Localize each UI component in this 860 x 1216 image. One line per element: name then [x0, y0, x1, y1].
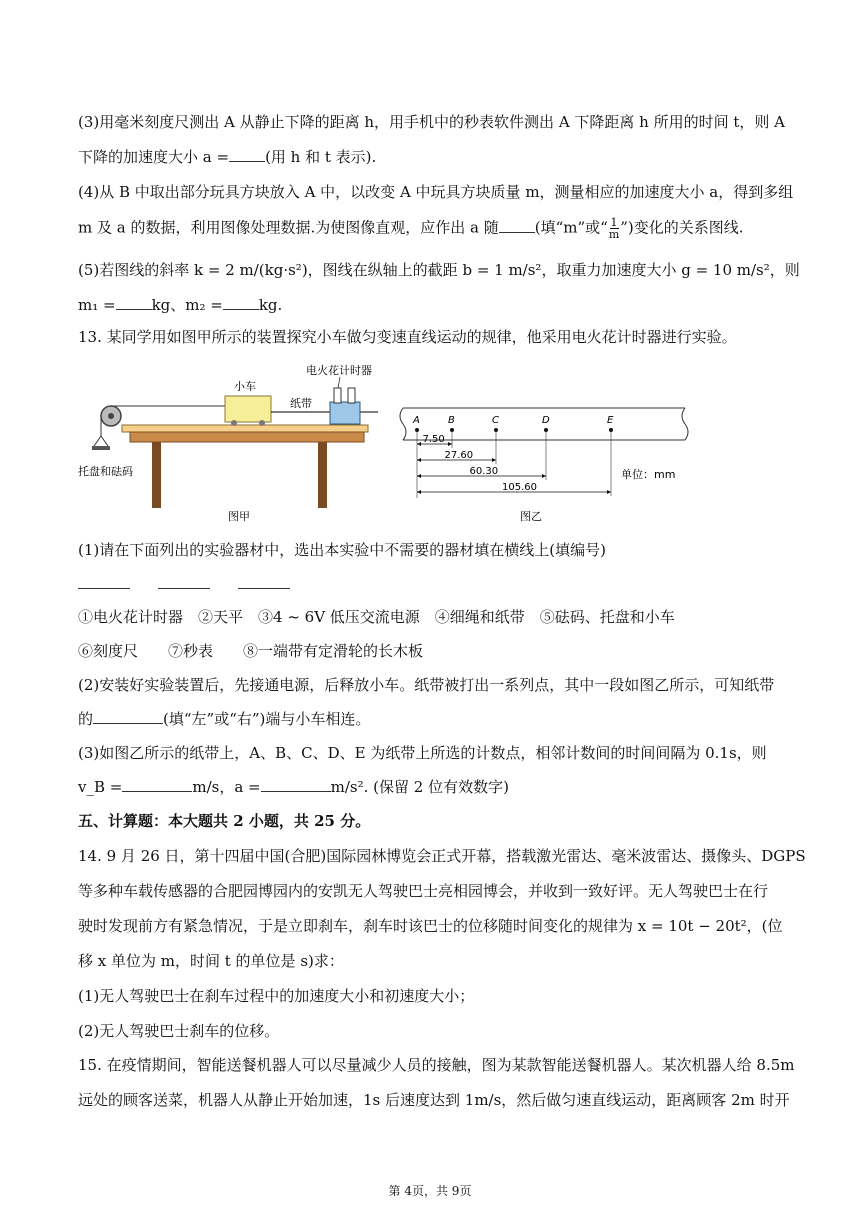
- spark-timer: [330, 402, 360, 424]
- page-footer: 第 4页，共 9页: [388, 1184, 472, 1198]
- question-13-stem: 13. 某同学用如图甲所示的装置探究小车做匀变速直线运动的规律，他采用电火花计时器进行实验。: [78, 328, 737, 346]
- q13-equipment-list-2: ⑥刻度尺 ⑦秒表 ⑧一端带有定滑轮的长木板: [78, 642, 424, 660]
- text: 下降的加速度大小 a =: [78, 148, 230, 166]
- figure-a-caption: 图甲: [228, 510, 250, 523]
- text: v_B =: [78, 778, 123, 796]
- text: (填“m”或“: [534, 218, 608, 237]
- text: m/s，a =: [192, 778, 261, 796]
- answer-blank[interactable]: [238, 574, 290, 589]
- unit-label: 单位：mm: [621, 468, 676, 481]
- tape-point-label-d: D: [542, 415, 550, 426]
- fraction-numerator: 1: [610, 216, 618, 229]
- long-board: [122, 425, 368, 432]
- dimension-label: 7.50: [422, 434, 445, 445]
- text: (用 h 和 t 表示).: [265, 148, 377, 166]
- q12-part3-line2: [78, 147, 376, 167]
- q13-part1-line: (1)请在下面列出的实验器材中，选出本实验中不需要的器材填在横线上(填编号): [78, 541, 606, 559]
- text: m 及 a 的数据，利用图像处理数据.为使图像直观，应作出 a 随: [78, 218, 499, 237]
- dimension-label: 60.30: [469, 466, 499, 477]
- q14-line4: 移 x 单位为 m，时间 t 的单位是 s)求：: [78, 952, 344, 970]
- text: ”)变化的关系图线.: [620, 218, 744, 237]
- answer-blank[interactable]: [223, 295, 259, 310]
- text: (填“左”或“右”)端与小车相连。: [163, 710, 371, 728]
- weight-tray: [92, 446, 110, 450]
- q14-line2: 等多种车载传感器的合肥园博园内的安凯无人驾驶巴士亮相园博会，并收到一致好评。无人驾驶巴士在行: [78, 882, 769, 900]
- tape-point-label-a: A: [413, 415, 420, 426]
- q12-part4-line2: [78, 217, 744, 240]
- answer-blank[interactable]: [93, 709, 163, 724]
- answer-blank[interactable]: [116, 295, 152, 310]
- q12-part3-line1: (3)用毫米刻度尺测出 A 从静止下降的距离 h，用手机中的秒表软件测出 A 下降距离 h 所用的时间 t，则 A: [78, 113, 786, 131]
- text: kg.: [258, 296, 283, 314]
- q13-part2-line1: (2)安装好实验装置后，先接通电源，后释放小车。纸带被打出一系列点，其中一段如图乙所示，可知纸带: [78, 676, 775, 694]
- q13-part3-line1: (3)如图乙所示的纸带上，A、B、C、D、E 为纸带上所选的计数点，相邻计数间的时间间隔为 0.1s，则: [78, 744, 767, 762]
- q14-line3: 驶时发现前方有紧急情况，于是立即刹车，刹车时该巴士的位移随时间变化的规律为 x = 10t − 20t²，(位: [78, 917, 783, 935]
- timer-label: 电火花计时器: [306, 364, 372, 377]
- q13-equipment-list-1: ①电火花计时器 ②天平 ③4 ~ 6V 低压交流电源 ④细绳和纸带 ⑤砝码、托盘和小车: [78, 608, 675, 626]
- dimension-label: 27.60: [444, 450, 474, 461]
- tape-label: 纸带: [290, 397, 312, 410]
- answer-blank[interactable]: [229, 147, 265, 162]
- figure-b-tape: [395, 400, 705, 528]
- q14-part2: (2)无人驾驶巴士刹车的位移。: [78, 1022, 280, 1040]
- table-leg-right: [318, 442, 327, 508]
- q12-part5-line1: (5)若图线的斜率 k = 2 m/(kg·s²)，图线在纵轴上的截距 b = 1 m/s²，取重力加速度大小 g = 10 m/s²，则: [78, 261, 800, 279]
- q13-part2-line2: [78, 709, 370, 729]
- q15-line1: 15. 在疫情期间，智能送餐机器人可以尽量减少人员的接触，图为某款智能送餐机器人。某次机器人给 8.5m: [78, 1056, 795, 1074]
- q12-part5-line2: [78, 295, 282, 315]
- q13-part3-line2: [78, 777, 509, 797]
- tape-point-b: [450, 428, 454, 432]
- tape-point-c: [494, 428, 498, 432]
- tape-point-label-e: E: [607, 415, 614, 426]
- tape-point-a: [415, 428, 419, 432]
- section-5-heading: 五、计算题：本大题共 2 小题，共 25 分。: [78, 812, 371, 830]
- q14-part1: (1)无人驾驶巴士在刹车过程中的加速度大小和初速度大小；: [78, 987, 475, 1005]
- answer-blank[interactable]: [122, 777, 192, 792]
- table-top: [130, 432, 364, 442]
- tape-point-d: [544, 428, 548, 432]
- answer-blank[interactable]: [499, 218, 535, 233]
- text: m/s². (保留 2 位有效数字): [330, 778, 509, 796]
- fraction-one-over-m: [609, 217, 619, 240]
- text: 的: [78, 710, 94, 728]
- q14-line1: 14. 9 月 26 日，第十四届中国(合肥)国际园林博览会正式开幕，搭载激光雷达、毫米波雷达、摄像头、DGPS: [78, 847, 806, 865]
- figure-a-apparatus: [78, 358, 388, 528]
- q13-part1-blanks: [78, 574, 290, 594]
- tape-point-label-b: B: [448, 415, 455, 426]
- q15-line2: 远处的顾客送菜，机器人从静止开始加速，1s 后速度达到 1m/s，然后做匀速直线运动，距离顾客 2m 时开: [78, 1091, 790, 1109]
- table-leg-left: [152, 442, 161, 508]
- q12-part4-line1: (4)从 B 中取出部分玩具方块放入 A 中，以改变 A 中玩具方块质量 m，测量相应的加速度大小 a，得到多组: [78, 183, 794, 201]
- answer-blank[interactable]: [158, 574, 210, 589]
- tape-point-e: [609, 428, 613, 432]
- car-label: 小车: [234, 380, 256, 393]
- weight-label: 托盘和砝码: [78, 465, 133, 478]
- text: m₁ =: [78, 296, 116, 314]
- dimension-label: 105.60: [502, 482, 537, 493]
- car: [225, 396, 271, 422]
- answer-blank[interactable]: [78, 574, 130, 589]
- tape-point-label-c: C: [492, 415, 499, 426]
- fraction-denominator: m: [608, 228, 620, 241]
- answer-blank[interactable]: [261, 777, 331, 792]
- figure-b-caption: 图乙: [520, 510, 542, 523]
- text: kg、m₂ =: [151, 296, 223, 314]
